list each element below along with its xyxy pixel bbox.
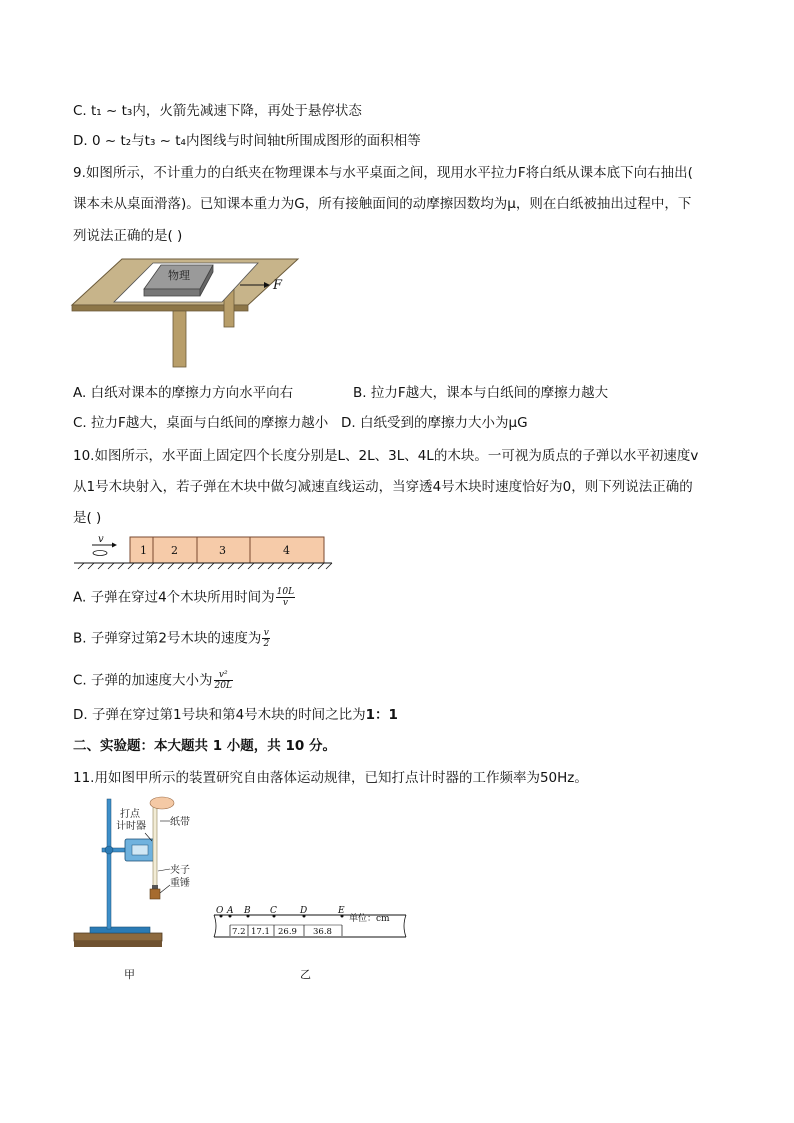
segment-bc: 17.1 bbox=[251, 927, 270, 937]
point-label-c: C bbox=[270, 906, 277, 916]
figure-jia-caption: 甲 bbox=[124, 968, 135, 981]
fraction-numerator: v bbox=[263, 628, 269, 638]
fraction-numerator: 10L bbox=[276, 587, 295, 597]
stand-base bbox=[90, 927, 150, 933]
ground-hatching bbox=[78, 563, 332, 569]
figure-yi-caption: 乙 bbox=[300, 968, 311, 981]
q10-option-c bbox=[73, 670, 233, 691]
timer-label-2: 计时器 bbox=[116, 821, 146, 832]
table-edge bbox=[72, 305, 248, 311]
weight-label: 重锤 bbox=[170, 878, 190, 889]
point-label-b: B bbox=[244, 906, 251, 916]
q10-option-a-fraction bbox=[276, 587, 295, 608]
bench-edge bbox=[74, 941, 162, 947]
clip bbox=[152, 885, 158, 889]
book-label: 物理 bbox=[168, 269, 190, 282]
q8-option-d: D. 0 ~ t₂与t₃ ~ t₄内图线与时间轴t所围成图形的面积相等 bbox=[73, 133, 421, 149]
q10-option-b bbox=[73, 628, 270, 649]
paper-label: 纸带 bbox=[170, 817, 190, 828]
block-4-label: 4 bbox=[283, 544, 290, 557]
q10-option-d-text: D. 子弹在穿过第1号块和第4号木块的时间之比为 bbox=[73, 707, 366, 723]
stand-clamp bbox=[105, 846, 113, 854]
fraction-numerator: v² bbox=[214, 670, 233, 681]
bullet bbox=[93, 551, 107, 556]
q9-table-figure bbox=[70, 255, 300, 370]
bench-top bbox=[74, 933, 162, 941]
q10-stem-line-2: 从1号木块射入，若子弹在木块中做匀减速直线运动，当穿透4号木块时速度恰好为0，则下列说法正确的 bbox=[73, 479, 693, 495]
q9-option-c: C. 拉力F越大，桌面与白纸间的摩擦力越小 bbox=[73, 415, 329, 431]
q9-stem-line-2: 课本未从桌面滑落)。已知课本重力为G，所有接触面间的动摩擦因数均为μ，则在白纸被抽出过程中，下 bbox=[73, 196, 692, 212]
q11-stem: 11.用如图甲所示的装置研究自由落体运动规律，已知打点计时器的工作频率为50Hz。 bbox=[73, 770, 588, 786]
block-3-label: 3 bbox=[219, 544, 226, 557]
q10-option-d-ratio: 1：1 bbox=[365, 707, 398, 723]
q10-option-c-fraction bbox=[214, 670, 233, 691]
q8-option-c: C. t₁ ~ t₃内，火箭先减速下降，再处于悬停状态 bbox=[73, 103, 362, 119]
q9-stem-line-1: 9.如图所示，不计重力的白纸夹在物理课本与水平桌面之间，现用水平拉力F将白纸从课本底下向右抽出( bbox=[73, 165, 693, 181]
velocity-arrow-head bbox=[112, 543, 117, 548]
stand-rod bbox=[107, 799, 111, 929]
q10-option-b-fraction bbox=[262, 628, 270, 649]
tape-left-edge bbox=[214, 915, 216, 937]
fraction-denominator: v bbox=[282, 598, 288, 608]
segment-de: 36.8 bbox=[313, 927, 332, 937]
timer-label-1: 打点 bbox=[120, 809, 140, 820]
tape-unit-label: 单位：cm bbox=[349, 914, 390, 924]
q10-option-c-text: C. 子弹的加速度大小为 bbox=[73, 672, 213, 689]
point-label-e: E bbox=[338, 906, 345, 916]
q9-option-a: A. 白纸对课本的摩擦力方向水平向右 bbox=[73, 385, 294, 401]
block-1-label: 1 bbox=[140, 544, 147, 557]
q10-option-a-text: A. 子弹在穿过4个木块所用时间为 bbox=[73, 589, 275, 606]
book-side bbox=[144, 289, 200, 296]
fraction-denominator: 20L bbox=[214, 681, 232, 691]
point-label-d: D bbox=[300, 906, 308, 916]
q10-option-a bbox=[73, 587, 295, 608]
segment-ab: 7.2 bbox=[232, 927, 246, 937]
force-label: F bbox=[273, 278, 283, 293]
q10-option-b-text: B. 子弹穿过第2号木块的速度为 bbox=[73, 630, 262, 647]
point-label-a: A bbox=[227, 906, 234, 916]
q9-option-b: B. 拉力F越大，课本与白纸间的摩擦力越大 bbox=[353, 385, 609, 401]
q10-option-d bbox=[73, 705, 398, 725]
q11-apparatus-figure bbox=[70, 793, 200, 953]
paper-tape bbox=[153, 805, 157, 887]
point-label-o: O bbox=[216, 906, 224, 916]
clamp-label: 夹子 bbox=[170, 865, 190, 876]
timer-window bbox=[132, 845, 148, 855]
q9-stem-line-3: 列说法正确的是( ) bbox=[73, 228, 183, 244]
hand bbox=[150, 797, 174, 809]
tape-right-edge bbox=[404, 915, 406, 937]
segment-cd: 26.9 bbox=[278, 927, 297, 937]
q9-option-d: D. 白纸受到的摩擦力大小为μG bbox=[341, 415, 528, 431]
block-2-label: 2 bbox=[171, 544, 178, 557]
q10-blocks-figure bbox=[70, 532, 335, 572]
table-leg-front bbox=[173, 311, 186, 367]
q10-stem-line-3: 是( ) bbox=[73, 510, 102, 526]
velocity-label: v bbox=[98, 534, 104, 545]
q10-stem-line-1: 10.如图所示，水平面上固定四个长度分别是L、2L、3L、4L的木块。一可视为质点的子弹以水平初速度v bbox=[73, 448, 699, 464]
fraction-denominator: 2 bbox=[263, 639, 270, 649]
q11-tape-figure bbox=[212, 905, 408, 941]
weight bbox=[150, 889, 160, 899]
section-2-header: 二、实验题：本大题共 1 小题，共 10 分。 bbox=[73, 738, 336, 754]
